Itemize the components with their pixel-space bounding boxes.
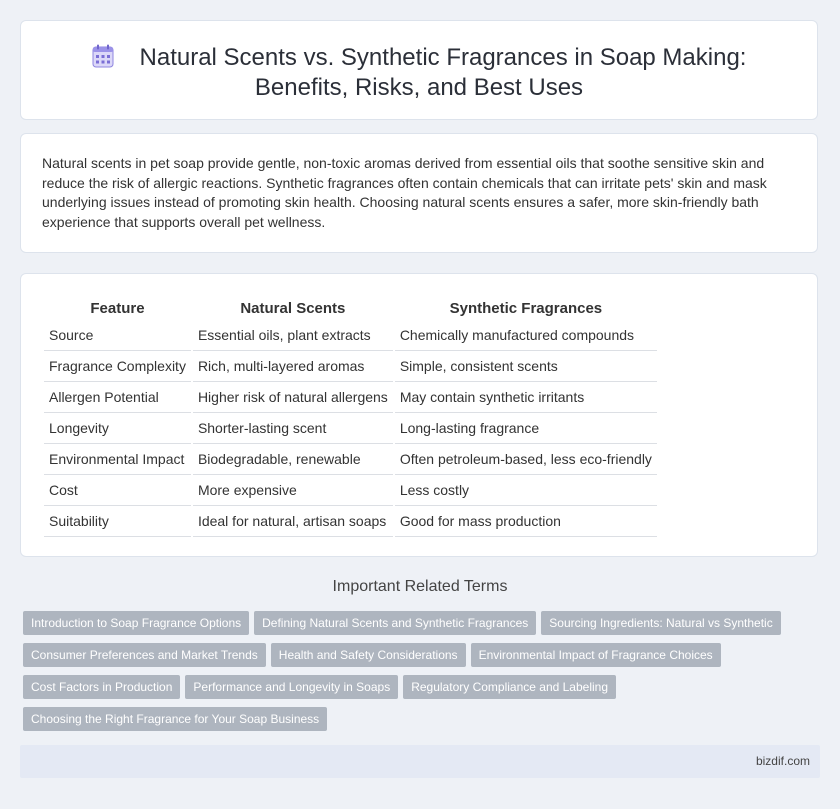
- comparison-card: [20, 273, 818, 557]
- related-terms-list: [23, 611, 803, 739]
- tag-row: [23, 611, 803, 635]
- tag-row: [23, 707, 803, 731]
- footer-bar: [20, 745, 820, 778]
- table-cell: Cost: [44, 475, 191, 506]
- table-header-row: [44, 296, 657, 320]
- related-terms-heading: Important Related Terms: [332, 578, 508, 595]
- intro-paragraph: Natural scents in pet soap provide gentle, non-toxic aromas derived from essential oils that soothe sensitive skin and reduce the risk of allergic reactions. Synthetic fragrances often contain chemicals that can irritate pets' skin and mask underlying issues instead of promoting skin health. Choosing natural scents ensures a safer, more skin-friendly bath experience that supports overall pet wellness.: [42, 155, 767, 230]
- related-term-tag[interactable]: Performance and Longevity in Soaps: [185, 675, 398, 699]
- table-row: [44, 382, 657, 413]
- table-cell: Fragrance Complexity: [44, 351, 191, 382]
- related-term-tag[interactable]: Defining Natural Scents and Synthetic Fragrances: [254, 611, 536, 635]
- table-cell: Suitability: [44, 506, 191, 537]
- related-term-tag[interactable]: Regulatory Compliance and Labeling: [403, 675, 616, 699]
- title-card: [20, 20, 818, 120]
- comparison-table: [42, 296, 659, 537]
- table-cell: Longevity: [44, 413, 191, 444]
- table-row: [44, 506, 657, 537]
- table-row: [44, 444, 657, 475]
- table-cell: Ideal for natural, artisan soaps: [193, 506, 393, 537]
- page-title-wrap: [21, 43, 817, 103]
- related-term-tag[interactable]: Environmental Impact of Fragrance Choices: [471, 643, 721, 667]
- calendar-grid-icon: [92, 44, 114, 68]
- table-row: [44, 351, 657, 382]
- table-cell: Allergen Potential: [44, 382, 191, 413]
- table-row: [44, 320, 657, 351]
- table-cell: More expensive: [193, 475, 393, 506]
- tag-row: [23, 675, 803, 699]
- table-cell: Environmental Impact: [44, 444, 191, 475]
- column-header-feature: Feature: [90, 299, 145, 317]
- table-row: [44, 413, 657, 444]
- table-cell: Biodegradable, renewable: [193, 444, 393, 475]
- page-title: Natural Scents vs. Synthetic Fragrances in Soap Making: Benefits, Risks, and Best Uses: [139, 44, 747, 101]
- table-cell: Rich, multi-layered aromas: [193, 351, 393, 382]
- table-cell: Chemically manufactured compounds: [395, 320, 657, 351]
- tag-row: [23, 643, 803, 667]
- table-cell: Source: [44, 320, 191, 351]
- table-cell: Essential oils, plant extracts: [193, 320, 393, 351]
- column-header-natural: Natural Scents: [240, 299, 346, 317]
- related-term-tag[interactable]: Cost Factors in Production: [23, 675, 180, 699]
- table-cell: May contain synthetic irritants: [395, 382, 657, 413]
- intro-card: [20, 133, 818, 253]
- column-header-synthetic: Synthetic Fragrances: [449, 299, 603, 317]
- related-term-tag[interactable]: Choosing the Right Fragrance for Your Soap Business: [23, 707, 327, 731]
- table-cell: Simple, consistent scents: [395, 351, 657, 382]
- table-cell: Shorter-lasting scent: [193, 413, 393, 444]
- related-term-tag[interactable]: Introduction to Soap Fragrance Options: [23, 611, 249, 635]
- table-cell: Often petroleum-based, less eco-friendly: [395, 444, 657, 475]
- table-cell: Higher risk of natural allergens: [193, 382, 393, 413]
- table-cell: Good for mass production: [395, 506, 657, 537]
- related-term-tag[interactable]: Consumer Preferences and Market Trends: [23, 643, 266, 667]
- related-term-tag[interactable]: Sourcing Ingredients: Natural vs Synthetic: [541, 611, 780, 635]
- table-row: [44, 475, 657, 506]
- footer-site-name[interactable]: bizdif.com: [755, 754, 810, 768]
- related-term-tag[interactable]: Health and Safety Considerations: [271, 643, 466, 667]
- table-cell: Less costly: [395, 475, 657, 506]
- table-cell: Long-lasting fragrance: [395, 413, 657, 444]
